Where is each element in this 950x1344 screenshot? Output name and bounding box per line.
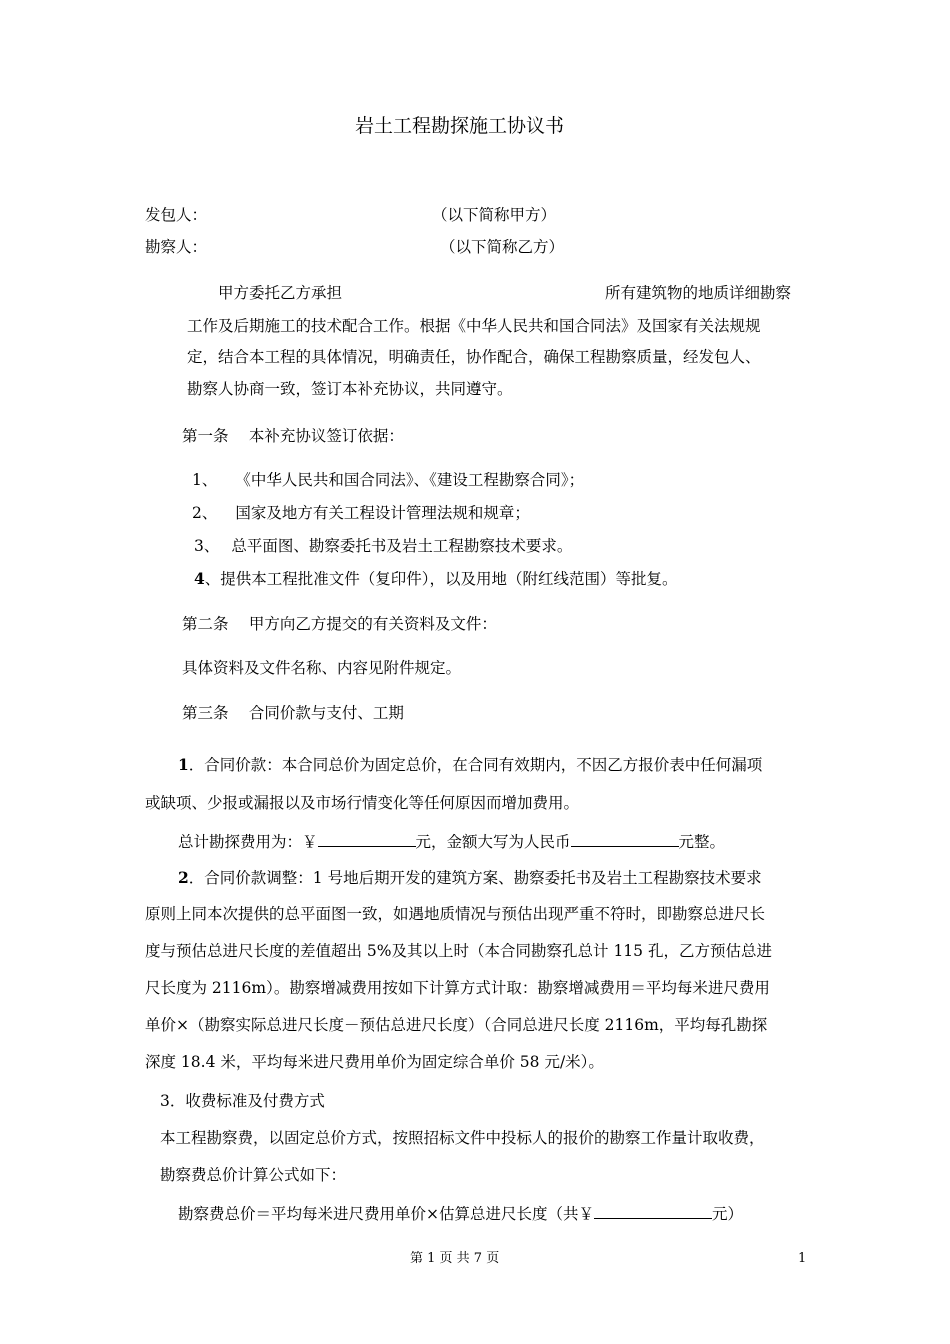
article-1-item-1: [192, 470, 584, 490]
surveyor-note: （以下简称乙方）: [440, 238, 565, 256]
page-footer-count: 第 1 页 共 7 页: [410, 1251, 500, 1266]
intro-line-4: 勘察人协商一致，签订本补充协议，共同遵守。: [187, 380, 513, 398]
paragraph-number: 1: [178, 755, 189, 774]
article-3-p3-heading: 3．收费标准及付费方式: [160, 1092, 325, 1110]
article-3-p3-line-1: 本工程勘察费，以固定总价方式，按照招标文件中投标人的报价的勘察工作量计取收费，: [160, 1129, 765, 1147]
item-text: 《中华人民共和国合同法》、《建设工程勘察合同》；: [235, 471, 585, 489]
fee-line: 总计勘探费用为：￥ 元，金额大写为人民币 元整。: [178, 833, 726, 851]
page-footer-number: 1: [798, 1251, 807, 1266]
document-title: 岩土工程勘探施工协议书: [355, 115, 565, 137]
item-text: 国家及地方有关工程设计管理法规和规章；: [235, 504, 530, 522]
intro-line-1a: 甲方委托乙方承担: [218, 284, 343, 302]
article-2-body: 具体资料及文件名称、内容见附件规定。: [182, 659, 462, 677]
article-2-heading: 第二条 甲方向乙方提交的有关资料及文件：: [182, 615, 497, 633]
article-3-heading: 第三条 合同价款与支付、工期: [182, 704, 404, 722]
article-1-item-4: [194, 569, 678, 589]
article-3-p2-line-6: 深度 18.4 米，平均每米进尺费用单价为固定综合单价 58 元/米）。: [145, 1053, 604, 1071]
formula-line: 勘察费总价＝平均每米进尺费用单价×估算总进尺长度（共￥ 元）: [178, 1205, 744, 1223]
intro-line-1b: 所有建筑物的地质详细勘察: [605, 284, 792, 302]
article-3-p2-line-1: 2．合同价款调整：1 号地后期开发的建筑方案、勘察委托书及岩土工程勘察技术要求: [178, 868, 762, 887]
employer-label: 发包人：: [145, 206, 208, 224]
fee-words-blank: [571, 831, 679, 847]
article-3-p2-line-4: 尺长度为 2116m）。勘察增减费用按如下计算方式计取：勘察增减费用＝平均每米进尺费用: [145, 979, 770, 997]
item-number: 2、: [192, 504, 218, 522]
surveyor-label: 勘察人：: [145, 238, 208, 256]
item-number: 3、: [194, 537, 220, 555]
item-text: 总平面图、勘察委托书及岩土工程勘察技术要求。: [231, 537, 573, 555]
article-3-p2-line-2: 原则上同本次提供的总平面图一致，如遇地质情况与预估出现严重不符时，即勘察总进尺长: [145, 905, 766, 923]
article-3-p3-line-2: 勘察费总价计算公式如下：: [160, 1166, 347, 1184]
formula-amount-blank: [594, 1203, 712, 1219]
intro-line-3: 定，结合本工程的具体情况，明确责任，协作配合，确保工程勘察质量，经发包人、: [187, 348, 761, 366]
item-number: 4: [194, 569, 205, 588]
article-1-item-2: [192, 503, 530, 523]
article-3-p1-line-1: 1．合同价款：本合同总价为固定总价，在合同有效期内，不因乙方报价表中任何漏项: [178, 755, 763, 774]
item-text: 、提供本工程批准文件（复印件），以及用地（附红线范围）等批复。: [204, 570, 678, 588]
paragraph-number: 2: [178, 868, 189, 887]
employer-note: （以下简称甲方）: [432, 206, 557, 224]
fee-amount-blank: [318, 831, 416, 847]
article-3-p2-line-5: 单价×（勘察实际总进尺长度－预估总进尺长度）（合同总进尺长度 2116m，平均每孔勘探: [145, 1016, 768, 1034]
article-1-item-3: [194, 536, 572, 556]
item-number: 1、: [192, 471, 218, 489]
article-3-p2-line-3: 度与预估总进尺长度的差值超出 5%及其以上时（本合同勘察孔总计 115 孔，乙方预估总进: [145, 942, 772, 960]
article-1-heading: 第一条 本补充协议签订依据：: [182, 427, 404, 445]
article-3-p1-line-2: 或缺项、少报或漏报以及市场行情变化等任何原因而增加费用。: [145, 794, 580, 812]
intro-line-2: 工作及后期施工的技术配合工作。根据《中华人民共和国合同法》及国家有关法规规: [187, 317, 761, 335]
